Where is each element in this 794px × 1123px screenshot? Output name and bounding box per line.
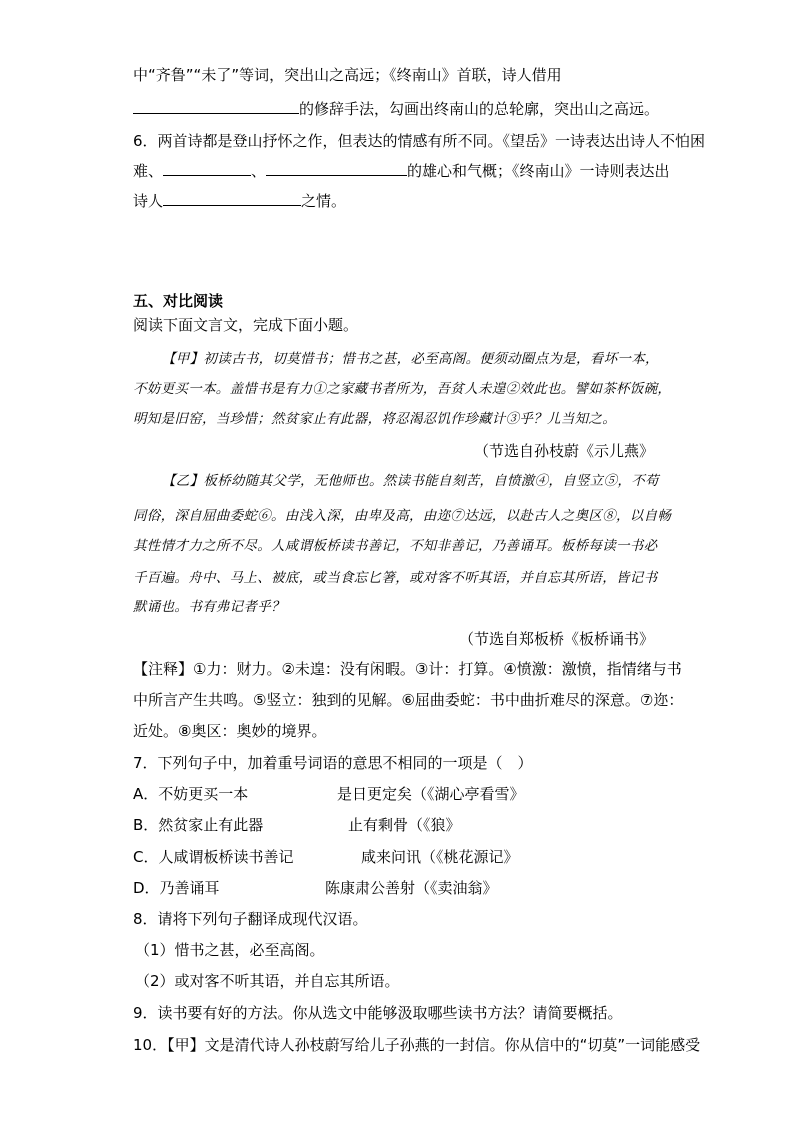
answer-blank[interactable] <box>163 191 301 206</box>
passage-yi-line: 默诵也。书有弗记者乎？ <box>133 599 285 615</box>
option-b[interactable]: B．然贫家止有此器 <box>133 816 264 834</box>
passage-jia-line: 【甲】初读古书，切莫惜书；惜书之甚，必至高阁。便须动圈点为是，看坏一本， <box>162 351 659 367</box>
source-yi: （节选自郑板桥《板桥诵书》 <box>458 630 654 648</box>
passage-yi-line: 【乙】板桥幼随其父学，无他师也。然读书能自刻苦，自愤激④，自竖立⑤，不苟 <box>162 473 659 489</box>
text-fragment: 的修辞手法，勾画出终南山的总轮廓，突出山之高远。 <box>299 100 660 118</box>
notes-line: 中所言产生共鸣。⑤竖立：独到的见解。⑥屈曲委蛇：书中曲折难尽的深意。⑦迩： <box>133 691 684 709</box>
option-c-compare: 咸来问讯（《桃花源记》 <box>361 848 519 866</box>
text-fragment: 、 <box>251 162 267 180</box>
answer-blank[interactable] <box>266 161 407 176</box>
passage-jia-line: 不妨更买一本。盖惜书是有力①之家藏书者所为，吾贫人未遑②效此也。譬如茶杯饭碗， <box>133 381 672 397</box>
text-line <box>133 160 670 182</box>
question-7: 7．下列句子中，加着重号词语的意思不相同的一项是（ ） <box>133 754 533 772</box>
question-9: 9．读书要有好的方法。你从选文中能够汲取哪些读书方法？请简要概括。 <box>133 1004 623 1022</box>
answer-blank[interactable] <box>133 99 299 114</box>
passage-yi-line: 同俗，深自屈曲委蛇⑥。由浅入深，由卑及高，由迩⑦达远，以赴古人之奥区⑧，以自畅 <box>133 508 672 524</box>
question-8: 8．请将下列句子翻译成现代汉语。 <box>133 910 368 928</box>
option-a-compare: 是日更定矣（《湖心亭看雪》 <box>337 785 525 803</box>
option-a[interactable]: A．不妨更买一本 <box>133 785 249 803</box>
option-d-compare: 陈康肃公善射（《卖油翁》 <box>325 879 498 897</box>
notes-line: 【注释】①力：财力。②未遑：没有闲暇。③计：打算。④愤激：激愤，指情绪与书 <box>133 660 682 678</box>
question-6: 6．两首诗都是登山抒怀之作，但表达的情感有所不同。《望岳》一诗表达出诗人不怕困 <box>133 132 706 150</box>
text-fragment: 诗人 <box>133 192 164 210</box>
question-8-sentence-2: （2）或对客不听其语，并自忘其所语。 <box>135 972 400 990</box>
text-fragment: 难、 <box>133 162 164 180</box>
text-line <box>133 190 346 212</box>
answer-blank[interactable] <box>163 161 251 176</box>
passage-yi-line: 千百遍。舟中、马上、被底，或当食忘匕箸，或对客不听其语，并自忘其所语，皆记书 <box>133 570 658 586</box>
text-fragment: 的雄心和气概；《终南山》一诗则表达出 <box>407 162 670 180</box>
question-10: 10．【甲】文是清代诗人孙枝蔚写给儿子孙燕的一封信。你从信中的“切莫”一词能感受 <box>133 1036 701 1054</box>
text-line: 中“齐鲁”“未了”等词，突出山之高远；《终南山》首联，诗人借用 <box>133 66 562 84</box>
notes-line: 近处。⑧奥区：奥妙的境界。 <box>133 722 327 740</box>
passage-yi-line: 其性情才力之所不尽。人咸谓板桥读书善记，不知非善记，乃善诵耳。板桥每读一书必 <box>133 538 658 554</box>
text-line <box>133 98 659 120</box>
option-c[interactable]: C．人咸谓板桥读书善记 <box>133 848 294 866</box>
section-title: 五、对比阅读 <box>133 292 224 310</box>
option-b-compare: 止有剩骨（《狼》 <box>348 816 461 834</box>
source-jia: （节选自孙枝蔚《示儿燕》 <box>473 442 654 460</box>
passage-jia-line: 明知是旧窑，当珍惜；然贫家止有此器，将忍渴忍饥作珍藏计③乎？儿当知之。 <box>133 411 616 427</box>
instruction: 阅读下面文言文，完成下面小题。 <box>133 316 359 334</box>
text-fragment: 之情。 <box>301 192 347 210</box>
option-d[interactable]: D．乃善诵耳 <box>133 879 220 897</box>
question-8-sentence-1: （1）惜书之甚，必至高阁。 <box>135 941 325 959</box>
